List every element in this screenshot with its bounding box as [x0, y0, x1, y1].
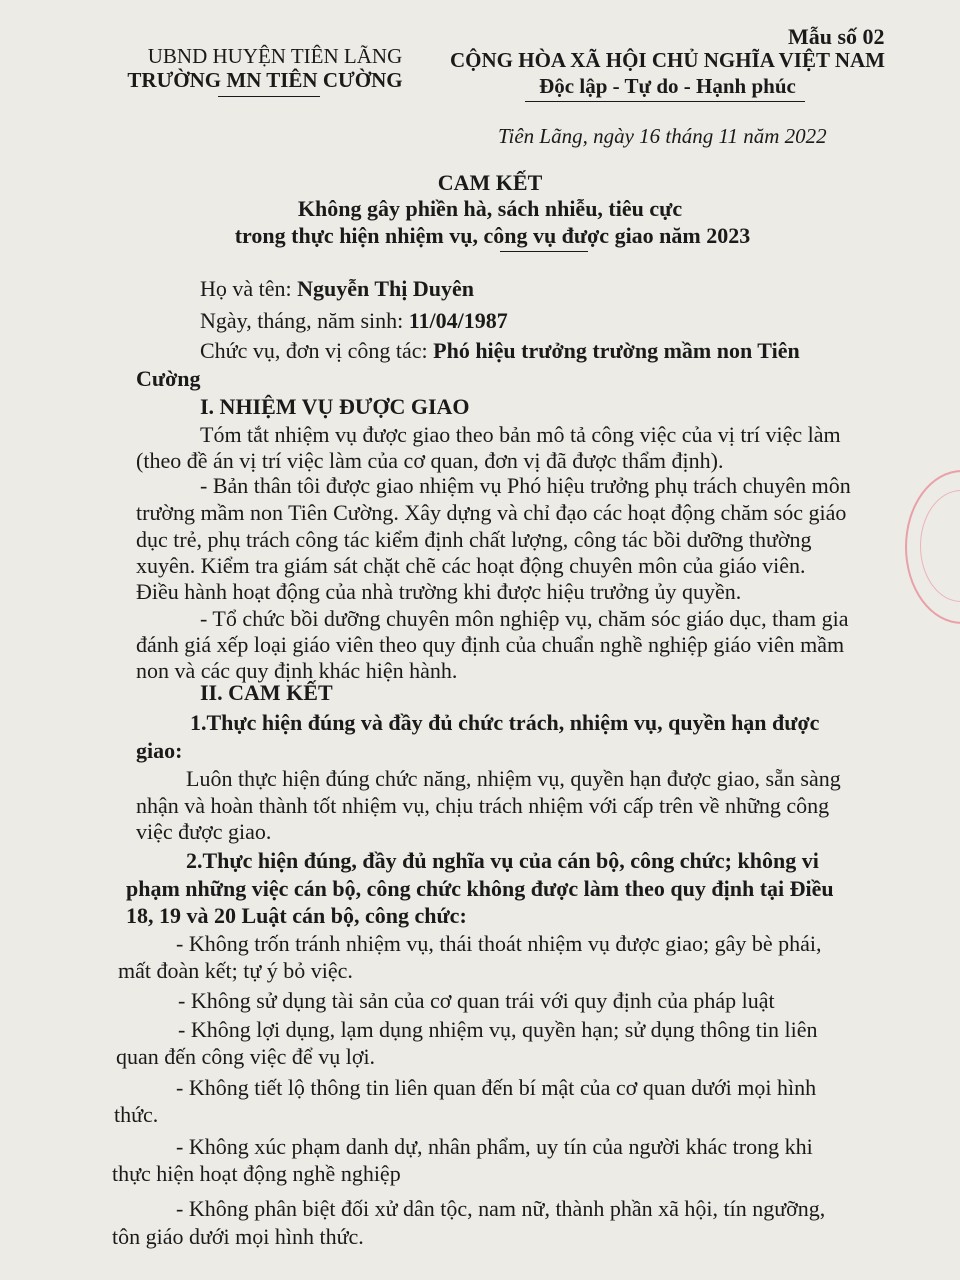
header-right-underline [525, 101, 805, 102]
section1-heading: I. NHIỆM VỤ ĐƯỢC GIAO [200, 394, 470, 419]
header-left-underline [218, 96, 320, 97]
item2-line: - Không tiết lộ thông tin liên quan đến bí mật của cơ quan dưới mọi hình [176, 1075, 817, 1100]
item1-line: Luôn thực hiện đúng chức năng, nhiệm vụ, quyền hạn được giao, sẵn sàng [186, 766, 841, 791]
name-line [200, 278, 474, 300]
item2-line: - Không lợi dụng, lạm dụng nhiệm vụ, quyền hạn; sử dụng thông tin liên [178, 1017, 818, 1042]
date-line: Tiên Lãng, ngày 16 tháng 11 năm 2022 [498, 124, 827, 148]
item1-line: nhận và hoàn thành tốt nhiệm vụ, chịu trách nhiệm với cấp trên về những công [136, 793, 830, 818]
position-value-2: Cường [136, 366, 201, 391]
document-title: CAM KẾT [437, 170, 543, 195]
item2-line: - Không xúc phạm danh dự, nhân phẩm, uy tín của người khác trong khi [176, 1134, 813, 1159]
header-right-line2: Độc lập - Tự do - Hạnh phúc [539, 74, 796, 98]
form-number: Mẫu số 02 [788, 24, 885, 49]
item1-line: việc được giao. [136, 819, 272, 844]
document-subtitle-2: trong thực hiện nhiệm vụ, công vụ được giao năm 2023 [234, 223, 751, 248]
header-left-line2: TRƯỜNG MN TIÊN CƯỜNG [127, 68, 403, 92]
name-value: Nguyễn Thị Duyên [297, 276, 475, 301]
position-line [200, 340, 885, 362]
item2-title: 2.Thực hiện đúng, đầy đủ nghĩa vụ của cán bộ, công chức; không vi [186, 848, 819, 873]
section1-line: Điều hành hoạt động của nhà trường khi được hiệu trưởng ủy quyền. [136, 579, 742, 604]
header-left-line1: UBND HUYỆN TIÊN LÃNG [147, 44, 403, 68]
section1-line: Tóm tắt nhiệm vụ được giao theo bản mô tả công việc của vị trí việc làm [200, 422, 841, 447]
item1-title: 1.Thực hiện đúng và đầy đủ chức trách, nhiệm vụ, quyền hạn được [190, 710, 820, 735]
section1-line: trường mầm non Tiên Cường. Xây dựng và chỉ đạo các hoạt động chăm sóc giáo [136, 500, 847, 525]
section1-line: - Bản thân tôi được giao nhiệm vụ Phó hiệu trưởng phụ trách chuyên môn [200, 473, 851, 498]
item2-line: mất đoàn kết; tự ý bỏ việc. [118, 958, 353, 983]
header-right-line1: CỘNG HÒA XÃ HỘI CHỦ NGHĨA VIỆT NAM [449, 48, 886, 72]
section1-line: dục trẻ, phụ trách công tác kiểm định chất lượng, công tác bồi dưỡng thường [136, 527, 812, 552]
section1-line: (theo đề án vị trí việc làm của cơ quan, đơn vị đã được thẩm định). [136, 448, 724, 473]
item2-line: - Không phân biệt đối xử dân tộc, nam nữ, thành phần xã hội, tín ngưỡng, [176, 1196, 826, 1221]
dob-value: 11/04/1987 [408, 308, 508, 333]
item2-line: thức. [114, 1102, 159, 1127]
section2-heading: II. CAM KẾT [200, 680, 333, 705]
dob-label: Ngày, tháng, năm sinh: [200, 308, 409, 333]
item2-title-cont: 18, 19 và 20 Luật cán bộ, công chức: [126, 903, 467, 928]
name-label: Họ và tên: [200, 276, 298, 301]
item2-line: - Không trốn tránh nhiệm vụ, thái thoát nhiệm vụ được giao; gây bè phái, [176, 931, 822, 956]
section1-line: xuyên. Kiểm tra giám sát chặt chẽ các hoạt động chuyên môn của giáo viên. [136, 553, 806, 578]
section1-line: non và các quy định khác hiện hành. [136, 658, 458, 683]
document-subtitle-1: Không gây phiền hà, sách nhiễu, tiêu cực [297, 196, 683, 221]
position-label: Chức vụ, đơn vị công tác: [200, 338, 434, 363]
section1-line: - Tổ chức bồi dưỡng chuyên môn nghiệp vụ, chăm sóc giáo dục, tham gia [200, 606, 849, 631]
item1-title-cont: giao: [136, 738, 183, 763]
dob-line [200, 310, 508, 332]
item2-line: quan đến công việc để vụ lợi. [116, 1044, 376, 1069]
item2-line: thực hiện hoạt động nghề nghiệp [112, 1161, 401, 1186]
title-underline [500, 251, 588, 252]
item2-line: - Không sử dụng tài sản của cơ quan trái với quy định của pháp luật [178, 988, 775, 1013]
section1-line: đánh giá xếp loại giáo viên theo quy định của chuẩn nghề nghiệp giáo viên mầm [136, 632, 845, 657]
item2-title-cont: phạm những việc cán bộ, công chức không được làm theo quy định tại Điều [126, 876, 834, 901]
position-value-1: Phó hiệu trưởng trường mầm non Tiên [433, 338, 800, 363]
item2-line: tôn giáo dưới mọi hình thức. [112, 1224, 364, 1249]
